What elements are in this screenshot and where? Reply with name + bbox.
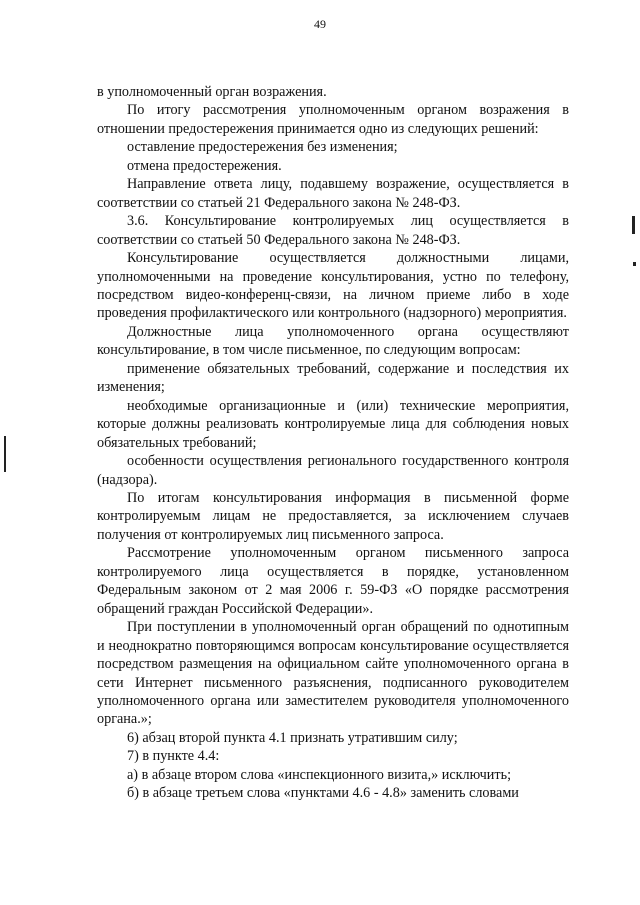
paragraph-item-7: 7) в пункте 4.4: [127, 748, 220, 765]
paragraph-objection-continuation: в уполномоченный орган возражения. [97, 84, 327, 100]
scan-edge-mark-left [4, 436, 6, 472]
scan-edge-mark-right-top [632, 216, 635, 234]
paragraph-consulting-topics: Должностные лица уполномоченного органа осуществляют консультирование, в том числе письменное, по следующим вопросам: [97, 323, 569, 359]
paragraph-section-3-6: 3.6. Консультирование контролируемых лиц осуществляется в соответствии со статьей 50 Федерального закона № 248-ФЗ. [97, 213, 569, 248]
list-item-cancel: отмена предостережения. [127, 157, 282, 174]
list-item-topic-requirements: применение обязательных требований, содержание и последствия их изменения; [97, 360, 569, 396]
document-body [97, 83, 569, 803]
paragraph-written-request: Рассмотрение уполномоченным органом письменного запроса контролируемого лица осуществляется в порядке, установленном Федеральным законом от 2 мая 2006 г. 59-ФЗ «О порядке рассмотрения обращений граждан Российской Федерации». [97, 545, 569, 617]
paragraph-response-direction: Направление ответа лицу, подавшему возражение, осуществляется в соответствии со статьей 21 Федерального закона № 248-ФЗ. [97, 176, 569, 211]
paragraph-item-7a: а) в абзаце втором слова «инспекционного визита,» исключить; [127, 766, 512, 783]
paragraph-repeated-questions: При поступлении в уполномоченный орган обращений по однотипным и неоднократно повторяющимся вопросам консультирование осуществляется посредством размещения на официальном сайте уполномоченного органа в сети Интернет письменного разъяснения, подписанного руководителем уполномоченного органа или заместителем руководителя уполномоченного органа.»; [97, 619, 569, 728]
paragraph-item-7b: б) в абзаце третьем слова «пунктами 4.6 - 4.8» заменить словами [127, 785, 519, 802]
list-item-topic-control: особенности осуществления регионального государственного контроля (надзора). [97, 453, 569, 488]
paragraph-consulting-methods: Консультирование осуществляется должностными лицами, уполномоченными на проведение консультирования, устно по телефону, посредством видео-конференц-связи, на личном приеме либо в ходе проведения профилактического или контрольного (надзорного) мероприятия. [97, 250, 569, 322]
paragraph-objection-decision: По итогу рассмотрения уполномоченным органом возражения в отношении предостережения принимается одно из следующих решений: [97, 102, 569, 137]
scan-edge-mark-right-dot [633, 262, 636, 266]
page-number: 49 [314, 17, 326, 31]
list-item-topic-measures: необходимые организационные и (или) технические мероприятия, которые должны реализовать контролируемые лица для соблюдения новых обязательных требований; [97, 397, 569, 451]
paragraph-written-info: По итогам консультирования информация в письменной форме контролируемым лицам не предоставляется, за исключением случаев получения от контролируемых лиц письменного запроса. [97, 489, 569, 543]
list-item-leave-unchanged: оставление предостережения без изменения; [127, 139, 398, 156]
paragraph-item-6: 6) абзац второй пункта 4.1 признать утратившим силу; [127, 729, 458, 746]
